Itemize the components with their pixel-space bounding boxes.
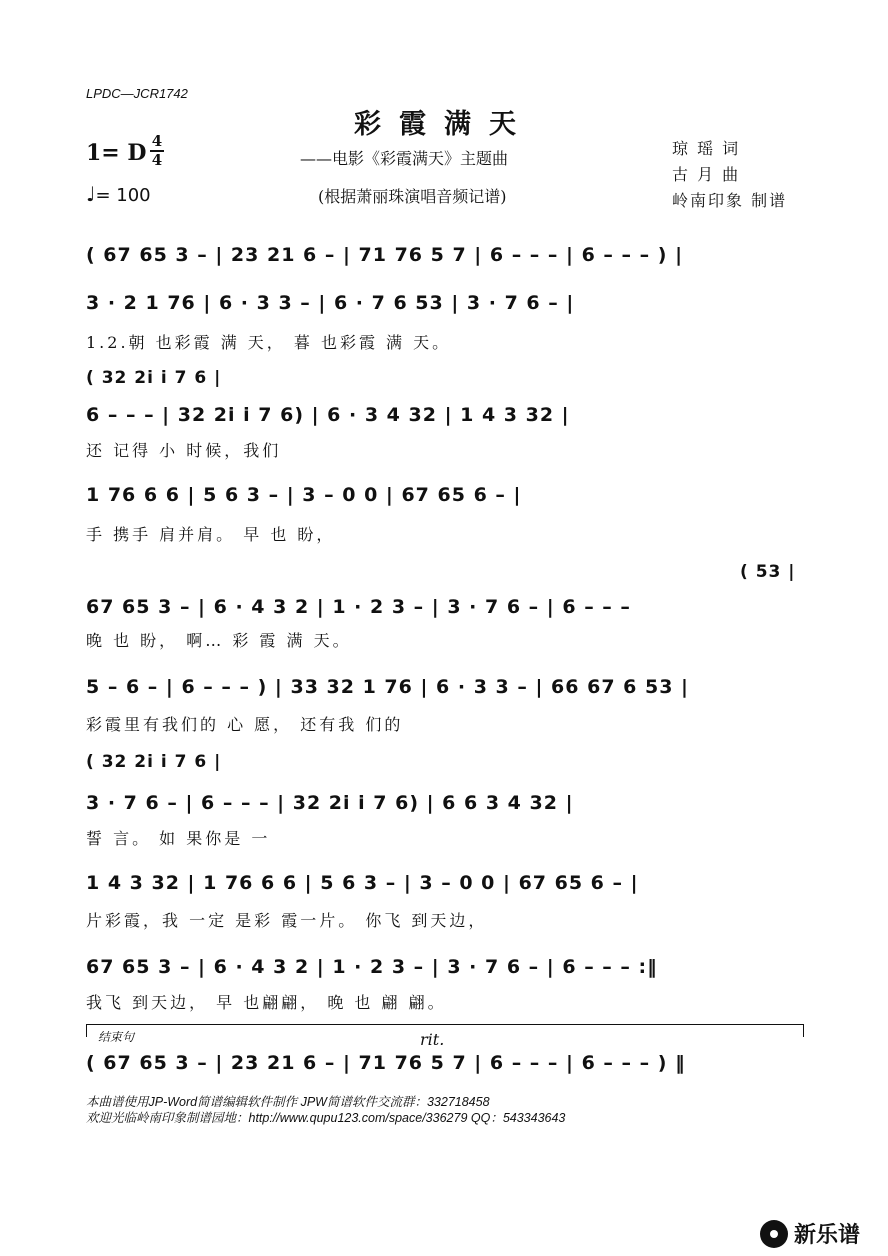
site-logo[interactable] <box>760 1218 860 1249</box>
lyricist-credit: 琼 瑶 词 <box>672 139 741 158</box>
lyrics-line-2: 1.2.朝 也彩霞 满 天， 暮 也彩霞 满 天。 <box>86 333 452 352</box>
footer-line-2: 欢迎光临岭南印象制谱园地：http://www.qupu123.com/space/336279 QQ：543343643 <box>86 1111 566 1125</box>
score-line-10: ( 67 65 3 – | 23 21 6 – | 71 76 5 7 | 6 – – – | 6 – – – ) ‖ <box>86 1052 686 1074</box>
intro-line-5: ( 53 | <box>740 562 796 582</box>
subtitle: ——电影《彩霞满天》主题曲 <box>300 149 509 168</box>
intro-line-7: ( 32 2i i 7 6 | <box>86 752 222 772</box>
quarter-note-icon: ♩ <box>86 182 96 206</box>
score-code: LPDC—JCR1742 <box>86 86 188 101</box>
intro-line-3: ( 32 2i i 7 6 | <box>86 368 222 388</box>
score-line-2: 3 · 2 1 76 | 6 · 3 3 – | 6 · 7 6 53 | 3 · 7 6 – | <box>86 292 575 314</box>
ending-label: 结束句 <box>98 1030 135 1044</box>
tempo-marking <box>86 182 151 206</box>
lyrics-line-7: 誓 言。 如 果你是 一 <box>86 829 271 848</box>
music-disc-icon <box>760 1220 788 1248</box>
key-signature: 1= D <box>86 140 147 166</box>
score-line-6: 5 – 6 – | 6 – – – ) | 33 32 1 76 | 6 · 3 3 – | 66 67 6 53 | <box>86 676 689 698</box>
score-line-1: ( 67 65 3 – | 23 21 6 – | 71 76 5 7 | 6 – – – | 6 – – – ) | <box>86 244 684 266</box>
ending-bracket <box>86 1024 804 1037</box>
time-signature <box>150 134 164 168</box>
score-line-9: 67 65 3 – | 6 · 4 3 2 | 1 · 2 3 – | 3 · 7 6 – | 6 – – – :‖ <box>86 956 658 978</box>
lyrics-line-6: 彩霞里有我们的 心 愿， 还有我 们的 <box>86 715 404 734</box>
score-line-7: 3 · 7 6 – | 6 – – – | 32 2i i 7 6) | 6 6 3 4 32 | <box>86 792 574 814</box>
lyrics-line-9: 我飞 到天边， 早 也翩翩， 晚 也 翩 翩。 <box>86 993 447 1012</box>
time-top: 4 <box>151 132 163 150</box>
lyrics-line-4: 手 携手 肩并肩。 早 也 盼， <box>86 525 336 544</box>
lyrics-line-3: 还 记得 小 时候，我们 <box>86 441 282 460</box>
footer-line-1: 本曲谱使用JP-Word简谱编辑软件制作 JPW简谱软件交流群：332718458 <box>86 1095 490 1109</box>
time-bottom: 4 <box>151 151 163 169</box>
tempo-value: = 100 <box>95 185 151 206</box>
lyrics-line-8: 片彩霞，我 一定 是彩 霞一片。 你飞 到天边， <box>86 911 488 930</box>
source-note: (根据萧丽珠演唱音频记谱) <box>318 187 507 206</box>
score-line-8: 1 4 3 32 | 1 76 6 6 | 5 6 3 – | 3 – 0 0 | 67 65 6 – | <box>86 872 639 894</box>
ritardando-mark: rit. <box>420 1030 445 1049</box>
logo-text: 新乐谱 <box>794 1223 861 1248</box>
score-line-4: 1 76 6 6 | 5 6 3 – | 3 – 0 0 | 67 65 6 – | <box>86 484 522 506</box>
lyrics-line-5: 晚 也 盼， 啊… 彩 霞 满 天。 <box>86 631 352 650</box>
song-title: 彩霞满天 <box>354 109 534 140</box>
arranger-credit: 岭南印象 制谱 <box>672 191 788 210</box>
score-line-5: 67 65 3 – | 6 · 4 3 2 | 1 · 2 3 – | 3 · 7 6 – | 6 – – – <box>86 596 631 618</box>
score-line-3: 6 – – – | 32 2i i 7 6) | 6 · 3 4 32 | 1 4 3 32 | <box>86 404 570 426</box>
composer-credit: 古 月 曲 <box>672 165 741 184</box>
